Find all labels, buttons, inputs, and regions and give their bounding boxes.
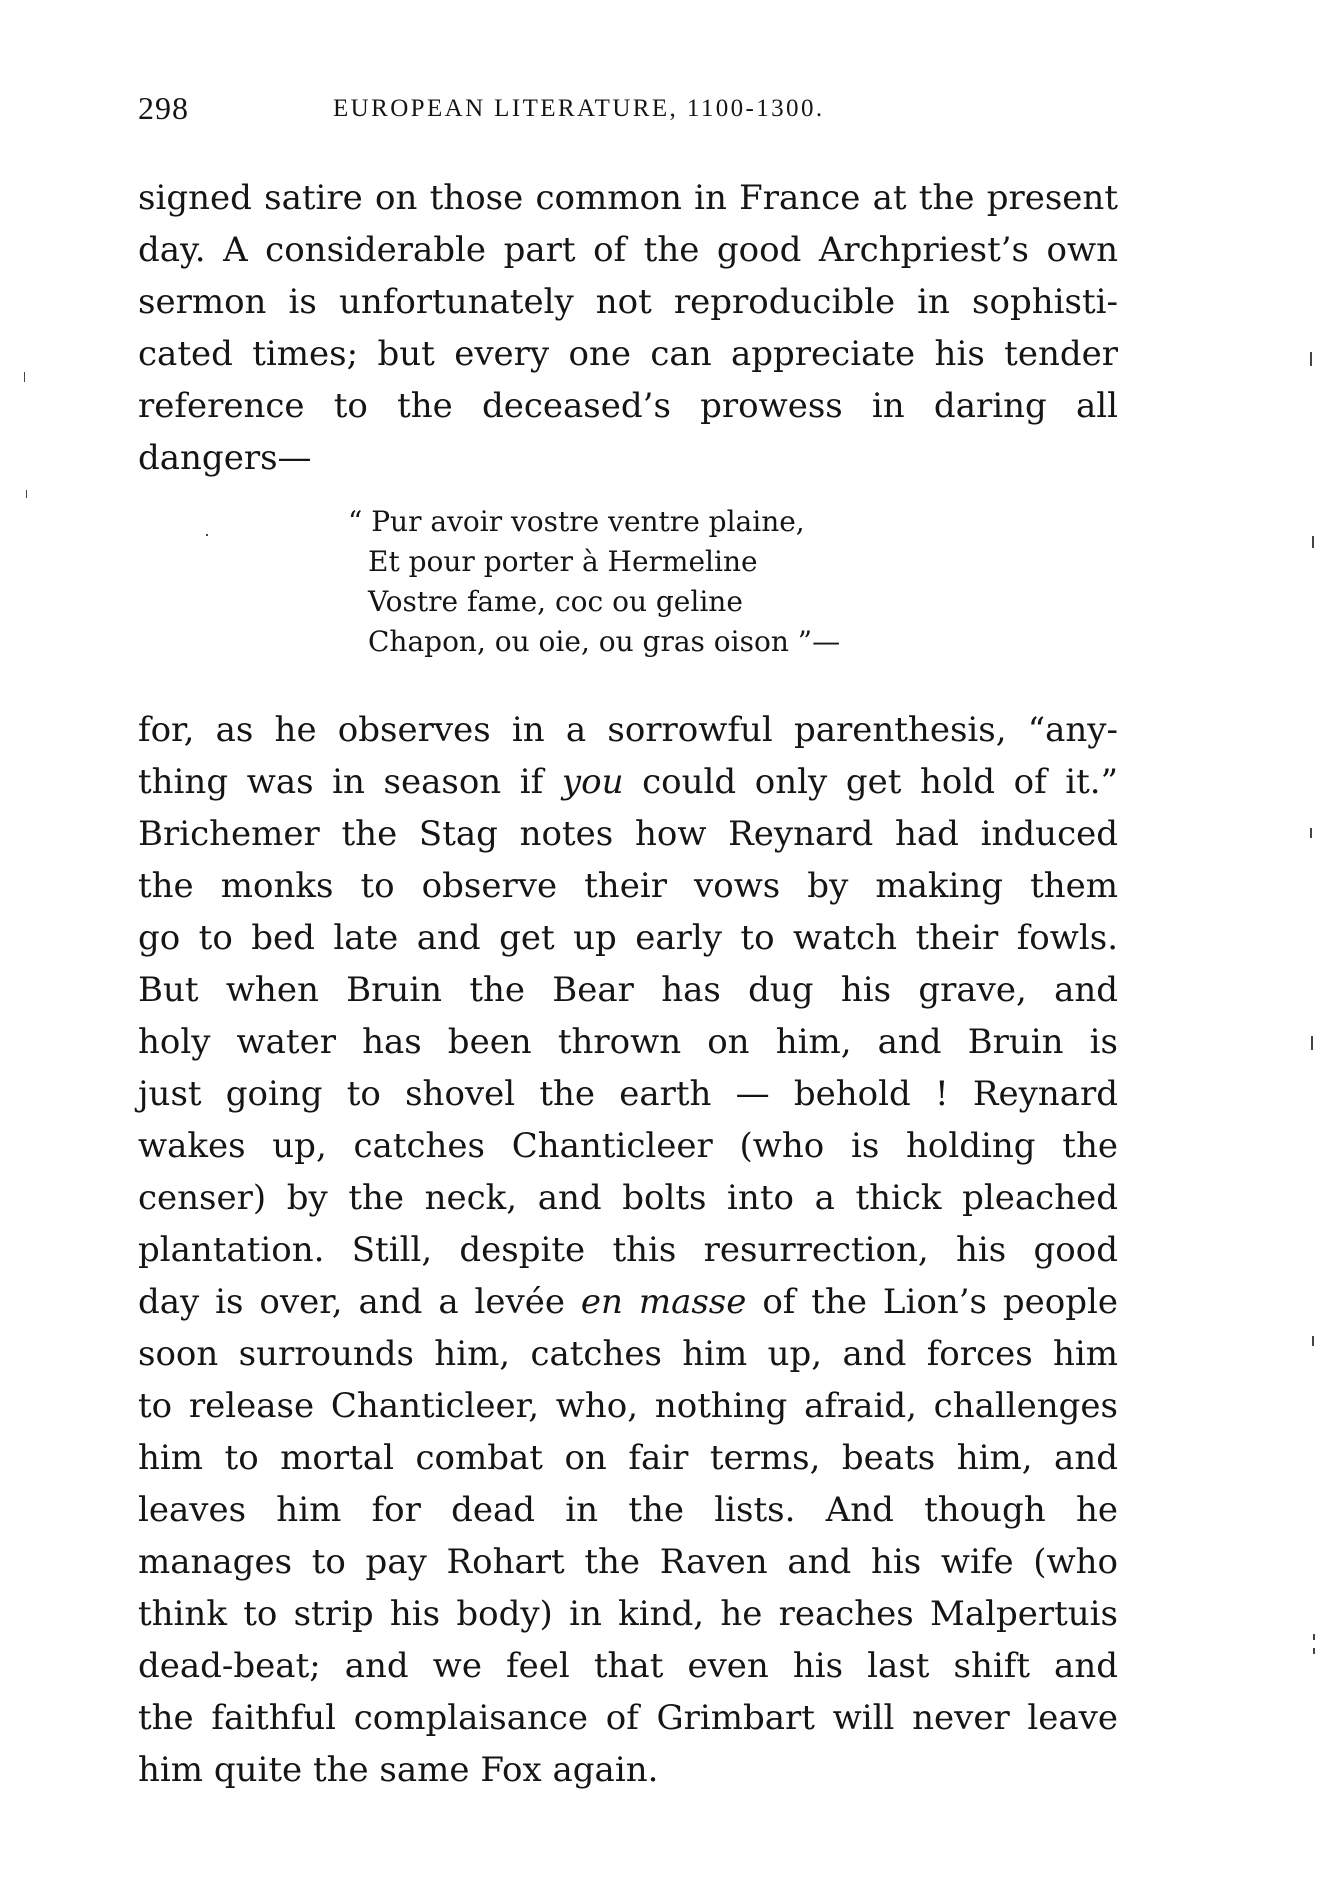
emphasis-you: you [561, 762, 624, 802]
spacer [138, 662, 1118, 704]
text-line: censer) by the neck, and bolts into a thick pleached [138, 1178, 1118, 1218]
text-run: thing was in season if [138, 762, 562, 802]
text-line: soon surrounds him, catches him up, and forces him [138, 1334, 1118, 1374]
main-paragraph [138, 704, 1118, 1796]
text-line: for, as he observes in a sorrowful parenthesis, “any- [138, 710, 1118, 750]
text-line: to release Chanticleer, who, nothing afraid, challenges [138, 1386, 1118, 1426]
text-line: him quite the same Fox again. [138, 1750, 659, 1790]
margin-speck [1312, 1336, 1314, 1346]
margin-speck [1311, 1036, 1313, 1050]
text-line: just going to shovel the earth — behold ! Reynard [138, 1074, 1118, 1114]
text-line: the faithful complaisance of Grimbart will never leave [138, 1698, 1118, 1738]
text-line: dead-beat; and we feel that even his last shift and [138, 1646, 1118, 1686]
verse-line: Chapon, ou oie, ou gras oison ”— [368, 625, 841, 658]
text-line: holy water has been thrown on him, and Bruin is [138, 1022, 1118, 1062]
text-line: leaves him for dead in the lists. And though he [138, 1490, 1118, 1530]
text-line: think to strip his body) in kind, he reaches Malpertuis [138, 1594, 1118, 1634]
verse-line: Vostre fame, coc ou geline [368, 585, 743, 618]
text-line: day. A considerable part of the good Archpriest’s own [138, 230, 1118, 270]
text-run: day is over, and a levée [138, 1282, 581, 1322]
text-run: could only get hold of it.” [623, 762, 1118, 802]
text-line: go to bed late and get up early to watch their fowls. [138, 918, 1118, 958]
text-line: reference to the deceased’s prowess in daring all [138, 386, 1118, 426]
margin-speck [1310, 352, 1312, 366]
page-number: 298 [138, 90, 189, 126]
margin-speck [1313, 1634, 1315, 1640]
margin-speck [1310, 828, 1312, 838]
opening-paragraph [138, 172, 1118, 484]
text-line [138, 756, 1118, 808]
text-run: of the Lion’s people [746, 1282, 1119, 1322]
text-line: wakes up, catches Chanticleer (who is holding the [138, 1126, 1118, 1166]
text-line: cated times; but every one can appreciate his tender [138, 334, 1118, 374]
text-line: signed satire on those common in France at the present [138, 178, 1118, 218]
text-line: him to mortal combat on fair terms, beats him, and [138, 1438, 1118, 1478]
text-line: But when Bruin the Bear has dug his grave, and [138, 970, 1118, 1010]
text-line: dangers— [138, 438, 312, 478]
text-line [138, 1276, 1118, 1328]
verse-line: “ Pur avoir vostre ventre plaine, [348, 505, 805, 538]
running-head: EUROPEAN LITERATURE, 1100-1300. [333, 95, 825, 122]
margin-speck [1313, 1648, 1315, 1654]
body-text [138, 172, 1118, 1796]
text-line: Brichemer the Stag notes how Reynard had induced [138, 814, 1118, 854]
margin-speck [206, 534, 208, 536]
text-line: sermon is unfortunately not reproducible in sophisti- [138, 282, 1118, 322]
emphasis-en-masse: en masse [580, 1282, 747, 1322]
page-header [138, 90, 1118, 130]
verse-quotation [348, 502, 1118, 662]
margin-speck [26, 490, 27, 498]
margin-speck [1312, 536, 1314, 548]
margin-speck [24, 372, 25, 382]
text-line: manages to pay Rohart the Raven and his wife (who [138, 1542, 1118, 1582]
verse-line: Et pour porter à Hermeline [368, 545, 758, 578]
text-line: the monks to observe their vows by making them [138, 866, 1118, 906]
text-line: plantation. Still, despite this resurrection, his good [138, 1230, 1118, 1270]
